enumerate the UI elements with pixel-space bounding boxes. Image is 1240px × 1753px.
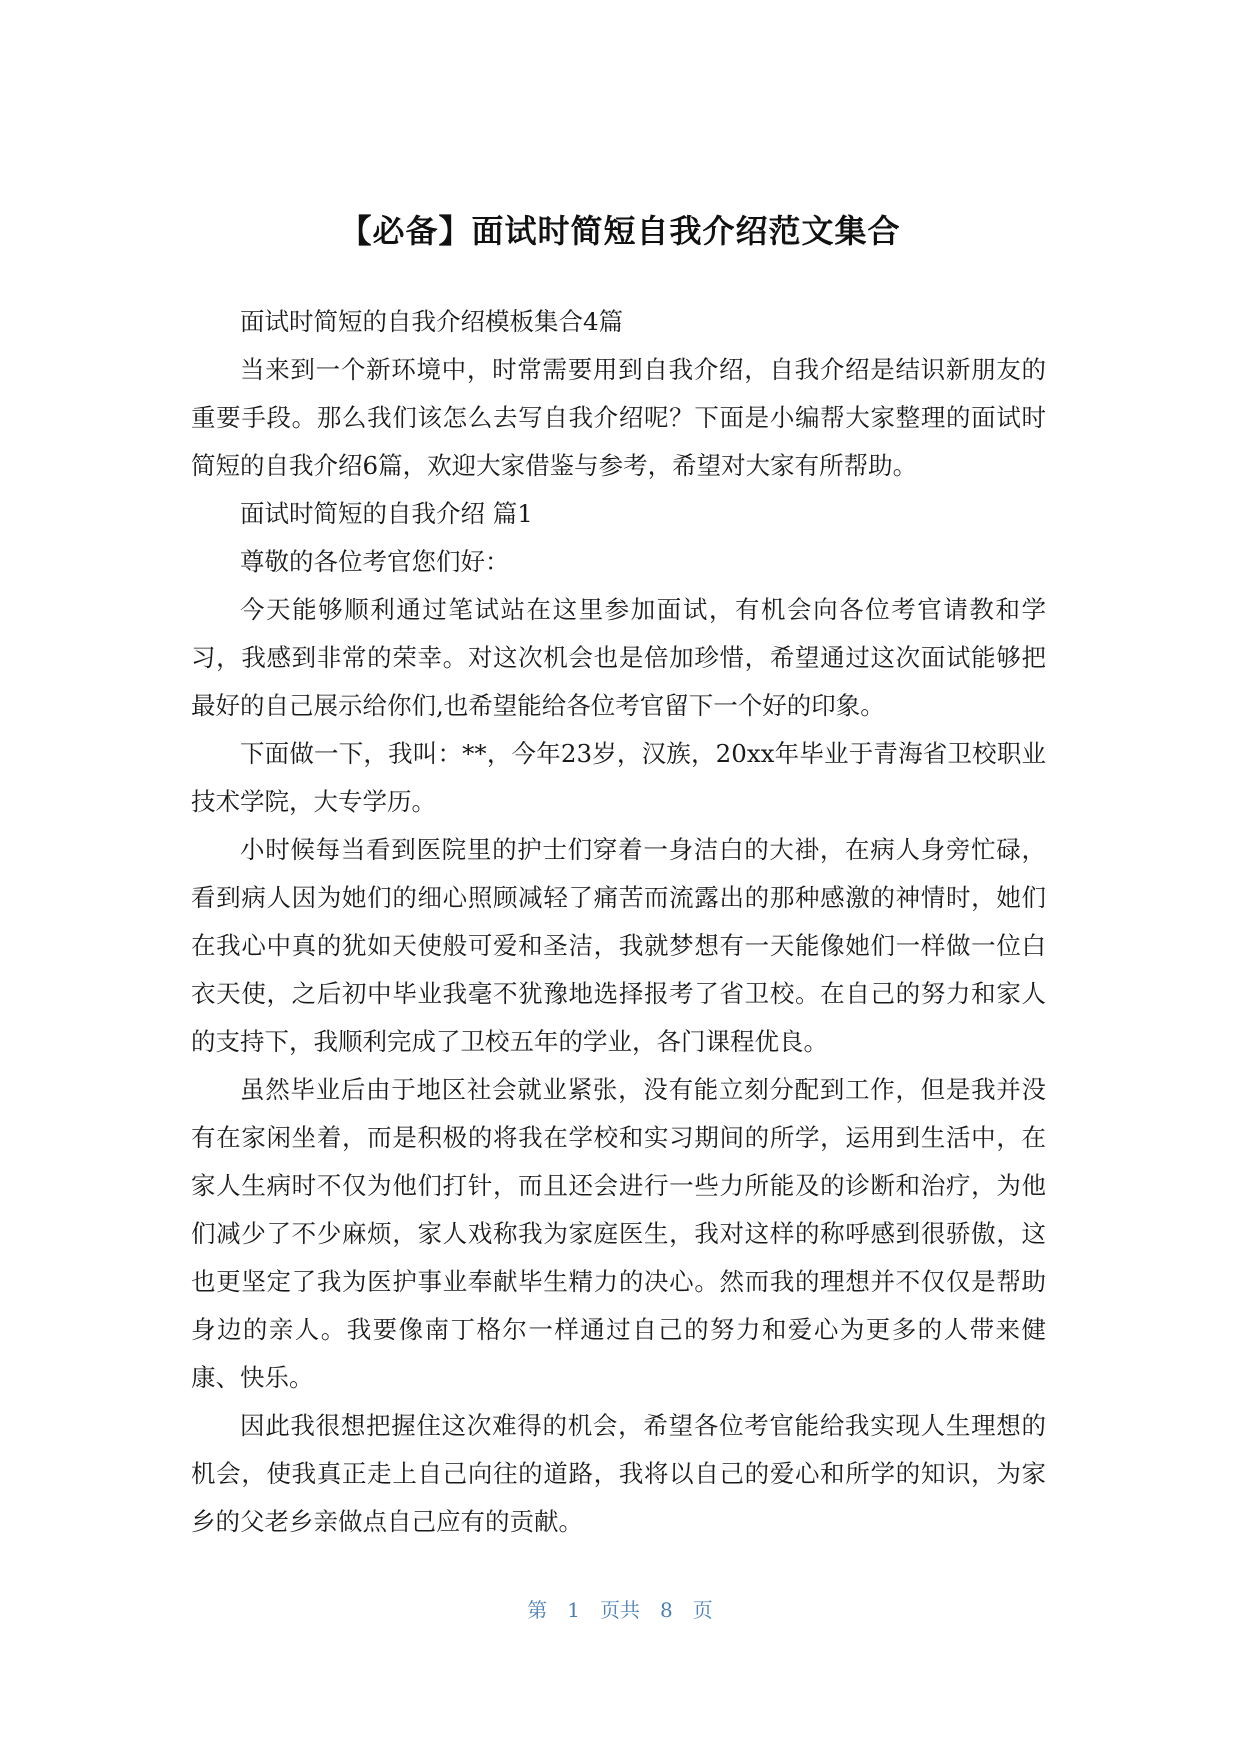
footer-page-number: 1 xyxy=(567,1598,580,1622)
paragraph: 面试时简短的自我介绍 篇1 xyxy=(240,499,533,528)
page-footer xyxy=(0,1596,1240,1624)
paragraph: 尊敬的各位考官您们好： xyxy=(240,547,510,576)
paragraph: 因此我很想把握住这次难得的机会，希望各位考官能给我实现人生理想的机会，使我真正走上自己向往的道路，我将以自己的爱心和所学的知识，为家乡的父老乡亲做点自己应有的贡献。 xyxy=(191,1411,1046,1536)
paragraph: 当来到一个新环境中，时常需要用到自我介绍，自我介绍是结识新朋友的重要手段。那么我们该怎么去写自我介绍呢？下面是小编帮大家整理的面试时简短的自我介绍6篇，欢迎大家借鉴与参考，希望对大家有所帮助。 xyxy=(191,355,1046,480)
footer-middle: 页共 xyxy=(600,1598,640,1622)
paragraph: 面试时简短的自我介绍模板集合4篇 xyxy=(240,307,624,336)
footer-suffix: 页 xyxy=(692,1598,713,1622)
paragraph: 虽然毕业后由于地区社会就业紧张，没有能立刻分配到工作，但是我并没有在家闲坐着，而是积极的将我在学校和实习期间的所学，运用到生活中，在家人生病时不仅为他们打针，而且还会进行一些力所能及的诊断和治疗，为他们减少了不少麻烦，家人戏称我为家庭医生，我对这样的称呼感到很骄傲，这也更坚定了我为医护事业奉献毕生精力的决心。然而我的理想并不仅仅是帮助身边的亲人。我要像南丁格尔一样通过自己的努力和爱心为更多的人带来健康、快乐。 xyxy=(191,1075,1046,1392)
paragraph: 小时候每当看到医院里的护士们穿着一身洁白的大褂，在病人身旁忙碌，看到病人因为她们的细心照顾减轻了痛苦而流露出的那种感激的神情时，她们在我心中真的犹如天使般可爱和圣洁，我就梦想有一天能像她们一样做一位白衣天使，之后初中毕业我毫不犹豫地选择报考了省卫校。在自己的努力和家人的支持下，我顺利完成了卫校五年的学业，各门课程优良。 xyxy=(191,835,1046,1056)
footer-prefix: 第 xyxy=(527,1598,548,1622)
paragraph: 今天能够顺利通过笔试站在这里参加面试，有机会向各位考官请教和学习，我感到非常的荣幸。对这次机会也是倍加珍惜，希望通过这次面试能够把最好的自己展示给你们,也希望能给各位考官留下一个好的印象。 xyxy=(191,595,1046,720)
paragraph: 下面做一下，我叫：**，今年23岁，汉族，20xx年毕业于青海省卫校职业技术学院，大专学历。 xyxy=(191,739,1046,816)
document-body xyxy=(191,298,1046,1546)
footer-total-pages: 8 xyxy=(660,1598,673,1622)
document-title: 【必备】面试时简短自我介绍范文集合 xyxy=(339,212,901,251)
